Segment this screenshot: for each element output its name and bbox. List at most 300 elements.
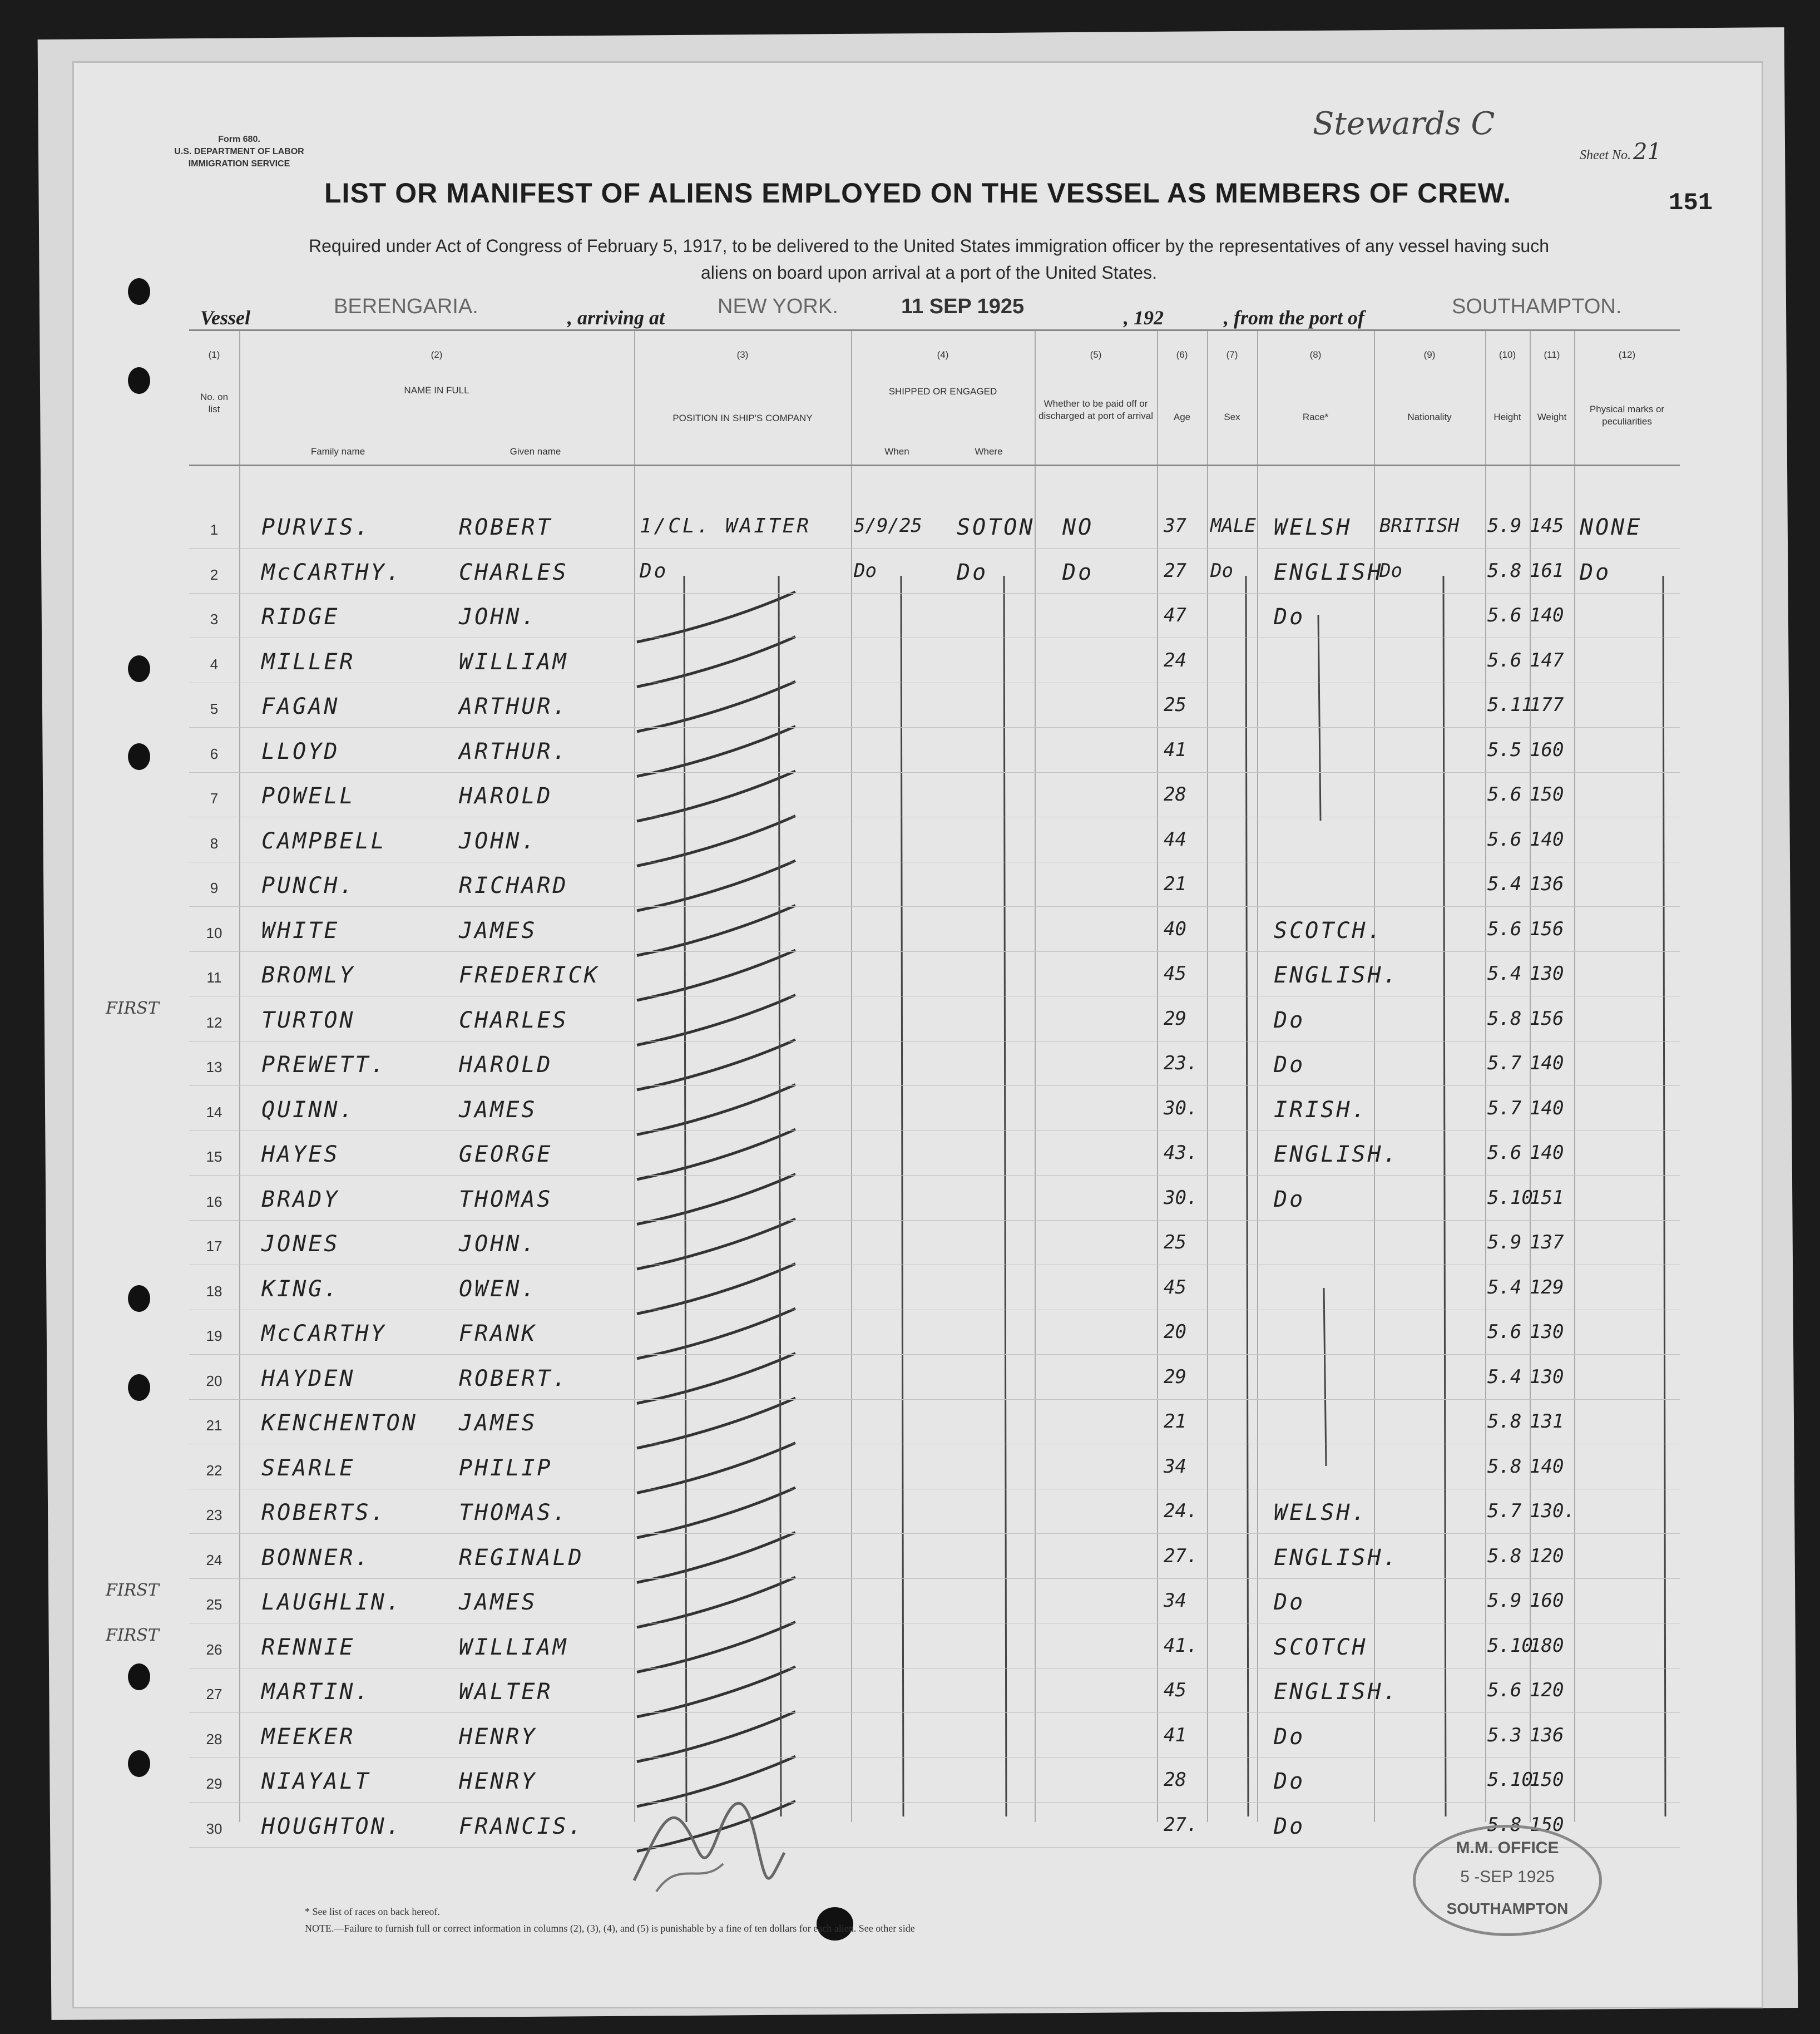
row-number: 25 (206, 1596, 222, 1613)
weight-cell: 131 (1530, 1410, 1564, 1433)
race-cell: ENGLISH. (1274, 1544, 1399, 1571)
row-number: 14 (206, 1103, 222, 1120)
age-cell: 29 (1164, 1007, 1186, 1030)
weight-cell: 156 (1530, 1007, 1564, 1030)
margin-annotation: FIRST (106, 1581, 159, 1600)
given-name-cell: REGINALD (459, 1544, 584, 1571)
ditto-stroke (637, 1264, 795, 1314)
arriving-label: , arriving at (567, 307, 665, 329)
ditto-strokes (189, 331, 1680, 1822)
weight-cell: 140 (1530, 828, 1564, 851)
given-name-cell: JOHN. (459, 604, 537, 630)
age-cell: 41. (1164, 1634, 1198, 1657)
ditto-line (1324, 1288, 1326, 1466)
given-name-cell: JAMES (459, 1589, 537, 1615)
family-name-cell: LAUGHLIN. (261, 1589, 402, 1615)
paid-off-cell: NO (1062, 515, 1094, 540)
ditto-stroke (637, 906, 795, 956)
family-name-cell: MILLER (261, 649, 355, 675)
ditto-stroke (637, 1309, 795, 1359)
weight-cell: 140 (1530, 1097, 1564, 1119)
given-name-cell: CHARLES (459, 559, 568, 585)
row-rule (189, 1085, 1680, 1086)
age-cell: 30. (1164, 1097, 1198, 1119)
stamp-date: 5 -SEP 1925 (1460, 1868, 1555, 1886)
ditto-line (1663, 576, 1665, 1816)
header-name-in-full: NAME IN FULL (404, 385, 469, 396)
row-rule (189, 1578, 1680, 1579)
given-name-cell: FREDERICK (459, 962, 600, 988)
margin-annotation: FIRST (106, 998, 159, 1018)
sheet-label: Sheet No. (1580, 148, 1631, 162)
weight-cell: 120 (1530, 1679, 1564, 1701)
family-name-cell: NIAYALT (261, 1769, 371, 1794)
age-cell: 47 (1164, 604, 1186, 626)
ditto-stroke (637, 861, 795, 911)
row-rule (189, 727, 1680, 728)
age-cell: 27 (1164, 559, 1186, 582)
height-cell: 5.9 (1487, 1231, 1522, 1253)
age-cell: 23. (1164, 1052, 1198, 1074)
header-nationality: Nationality (1407, 412, 1452, 422)
punch-hole (128, 367, 150, 394)
weight-cell: 130 (1530, 962, 1564, 985)
row-number: 3 (210, 611, 219, 628)
age-cell: 45 (1164, 962, 1186, 985)
ditto-line (901, 576, 903, 1816)
form-number: Form 680. (218, 135, 260, 144)
ditto-stroke (637, 1667, 795, 1717)
race-cell: ENGLISH (1274, 559, 1383, 585)
family-name-cell: HOUGHTON. (261, 1813, 402, 1839)
footnote: * See list of races on back hereof. (305, 1906, 440, 1917)
height-cell: 5.5 (1487, 738, 1522, 761)
row-number: 12 (206, 1014, 222, 1031)
vessel-line (200, 295, 1691, 328)
row-rule (189, 951, 1680, 952)
column-number: (1) (208, 349, 220, 360)
given-name-cell: ARTHUR. (459, 738, 568, 764)
nationality-cell: Do (1379, 559, 1402, 582)
given-name-cell: FRANK (459, 1321, 537, 1346)
given-name-cell: JOHN. (459, 828, 537, 854)
family-name-cell: QUINN. (261, 1097, 355, 1123)
height-cell: 5.8 (1487, 559, 1522, 582)
header-age: Age (1173, 412, 1191, 422)
weight-cell: 177 (1530, 694, 1564, 716)
header-physical-marks: Physical marks or peculiarities (1589, 404, 1665, 427)
age-cell: 29 (1164, 1365, 1186, 1388)
family-name-cell: JONES (261, 1231, 340, 1257)
family-name-cell: FAGAN (261, 694, 340, 719)
age-cell: 30. (1164, 1186, 1198, 1209)
family-name-cell: KING. (261, 1276, 340, 1302)
from-port: SOUTHAMPTON. (1452, 295, 1622, 318)
column-number: (5) (1090, 349, 1102, 360)
column-number: (9) (1423, 349, 1436, 360)
age-cell: 34 (1164, 1455, 1186, 1478)
stamp-location: SOUTHAMPTON (1446, 1900, 1569, 1917)
given-name-cell: JAMES (459, 917, 537, 944)
race-cell: IRISH. (1274, 1097, 1368, 1123)
family-name-cell: HAYES (261, 1142, 340, 1167)
weight-cell: 129 (1530, 1276, 1564, 1299)
ditto-line (1318, 615, 1321, 821)
header-given-name: Given name (510, 446, 561, 457)
age-cell: 45 (1164, 1679, 1186, 1701)
row-number: 17 (206, 1238, 222, 1255)
age-cell: 41 (1164, 738, 1186, 761)
position-cell: Do (640, 559, 669, 582)
weight-cell: 130 (1530, 1321, 1564, 1343)
race-cell: Do (1274, 1724, 1305, 1750)
shipped-when-cell: 5/9/25 (854, 515, 922, 537)
weight-cell: 140 (1530, 604, 1564, 626)
height-cell: 5.8 (1487, 1007, 1522, 1030)
header-height: Height (1493, 412, 1521, 422)
row-number: 16 (206, 1193, 222, 1210)
height-cell: 5.8 (1487, 1813, 1522, 1836)
age-cell: 41 (1164, 1724, 1186, 1746)
height-cell: 5.6 (1487, 604, 1522, 626)
height-cell: 5.4 (1487, 1365, 1522, 1388)
age-cell: 43. (1164, 1142, 1198, 1164)
ditto-stroke (637, 1085, 795, 1135)
weight-cell: 150 (1530, 783, 1564, 806)
sheet-value: 21 (1633, 139, 1661, 165)
family-name-cell: BRADY (261, 1186, 340, 1212)
column-number: (11) (1544, 349, 1560, 360)
given-name-cell: HENRY (459, 1769, 537, 1794)
given-name-cell: ROBERT (459, 515, 553, 540)
given-name-cell: OWEN. (459, 1276, 537, 1302)
page-number: 151 (1669, 189, 1713, 217)
physical-marks-cell: NONE (1580, 515, 1643, 540)
footer-note: NOTE.—Failure to furnish full or correct information in columns (2), (3), (4), and (5) is punishable by a fine of ten dollars for each alien. See other side (305, 1923, 915, 1934)
given-name-cell: PHILIP (459, 1455, 553, 1481)
given-name-cell: HAROLD (459, 783, 553, 809)
weight-cell: 145 (1530, 515, 1564, 537)
ditto-stroke (637, 950, 795, 1000)
row-number: 15 (206, 1148, 222, 1165)
race-cell: Do (1274, 604, 1305, 630)
row-number: 27 (206, 1686, 222, 1702)
ditto-stroke (637, 1174, 795, 1225)
vessel-name: BERENGARIA. (334, 295, 478, 318)
punch-hole (128, 1663, 150, 1690)
department: U.S. DEPARTMENT OF LABOR (174, 147, 304, 156)
shipped-when-cell: Do (854, 559, 877, 582)
ditto-stroke (637, 1129, 795, 1179)
race-cell: Do (1274, 1007, 1305, 1033)
height-cell: 5.6 (1487, 649, 1522, 672)
ditto-stroke (637, 1622, 795, 1672)
height-cell: 5.6 (1487, 917, 1522, 940)
signature (623, 1769, 790, 1903)
age-cell: 20 (1164, 1321, 1186, 1343)
column-number: (10) (1498, 349, 1516, 360)
row-rule (189, 1399, 1680, 1400)
age-cell: 37 (1164, 515, 1186, 537)
row-rule (189, 1757, 1680, 1758)
family-name-cell: PREWETT. (261, 1052, 387, 1078)
row-number: 7 (210, 790, 219, 807)
family-name-cell: TURTON (261, 1007, 355, 1033)
ditto-stroke (637, 995, 795, 1045)
column-number: (3) (736, 349, 749, 360)
header-position: POSITION IN SHIP'S COMPANY (672, 413, 813, 423)
weight-cell: 160 (1530, 738, 1564, 761)
age-cell: 25 (1164, 694, 1186, 716)
row-rule (189, 1220, 1680, 1221)
given-name-cell: JOHN. (459, 1231, 537, 1257)
margin-annotation: FIRST (106, 1625, 159, 1645)
family-name-cell: PURVIS. (261, 515, 371, 540)
given-name-cell: JAMES (459, 1410, 537, 1436)
race-cell: ENGLISH. (1274, 1679, 1399, 1705)
family-name-cell: KENCHENTON (261, 1410, 418, 1436)
header-when: When (884, 446, 909, 457)
row-number: 22 (206, 1462, 222, 1479)
race-cell: ENGLISH. (1274, 962, 1399, 988)
given-name-cell: JAMES (459, 1097, 537, 1123)
given-name-cell: RICHARD (459, 873, 568, 898)
ditto-stroke (637, 1533, 795, 1583)
row-number: 29 (206, 1775, 222, 1792)
ditto-stroke (637, 1354, 795, 1404)
given-name-cell: THOMAS (459, 1186, 553, 1212)
height-cell: 5.7 (1487, 1052, 1522, 1074)
sex-cell: Do (1210, 559, 1233, 582)
height-cell: 5.4 (1487, 873, 1522, 895)
subtitle-line: Required under Act of Congress of February 5, 1917, to be delivered to the United States immigration officer by the representatives of any vessel having such (309, 236, 1549, 256)
ditto-stroke (637, 1488, 795, 1538)
ditto-line (684, 576, 686, 1822)
height-cell: 5.6 (1487, 1142, 1522, 1164)
race-cell: SCOTCH (1274, 1634, 1368, 1660)
ditto-line (1246, 576, 1248, 1816)
ditto-stroke (637, 727, 795, 777)
header-paid-off: Whether to be paid off or discharged at port of arrival (1038, 398, 1153, 421)
family-name-cell: LLOYD (261, 738, 340, 764)
column-number: (4) (937, 349, 949, 360)
row-number: 1 (210, 521, 219, 538)
position-cell: 1/CL. WAITER (640, 515, 812, 537)
weight-cell: 151 (1530, 1186, 1564, 1209)
row-rule (189, 1130, 1680, 1131)
family-name-cell: ROBERTS. (261, 1500, 387, 1526)
race-cell: Do (1274, 1186, 1305, 1212)
header-sex: Sex (1224, 412, 1240, 422)
given-name-cell: THOMAS. (459, 1500, 568, 1526)
weight-cell: 161 (1530, 559, 1564, 582)
race-cell: WELSH (1274, 515, 1352, 540)
family-name-cell: BONNER. (261, 1544, 371, 1571)
row-number: 10 (206, 924, 222, 941)
arriving-port: NEW YORK. (718, 295, 838, 318)
paid-off-cell: Do (1062, 559, 1094, 585)
row-number: 28 (206, 1730, 222, 1747)
column-number: (8) (1309, 349, 1322, 360)
age-cell: 40 (1164, 917, 1186, 940)
given-name-cell: GEORGE (459, 1142, 553, 1167)
shipped-where-cell: Do (957, 559, 988, 585)
row-number: 23 (206, 1507, 222, 1523)
weight-cell: 180 (1530, 1634, 1564, 1657)
family-name-cell: RENNIE (261, 1634, 355, 1660)
weight-cell: 150 (1530, 1813, 1564, 1836)
subtitle (184, 233, 1674, 286)
row-rule (189, 548, 1680, 549)
height-cell: 5.6 (1487, 1321, 1522, 1343)
family-name-cell: McCARTHY (261, 1321, 387, 1346)
column-number: (7) (1226, 349, 1238, 360)
punch-hole (128, 278, 150, 305)
height-cell: 5.10 (1487, 1769, 1533, 1791)
row-number: 21 (206, 1417, 222, 1434)
column-number: (2) (431, 349, 443, 360)
shipped-where-cell: SOTON (957, 515, 1035, 540)
age-cell: 27. (1164, 1813, 1198, 1836)
row-rule (189, 1802, 1680, 1803)
height-cell: 5.10 (1487, 1186, 1533, 1209)
weight-cell: 140 (1530, 1142, 1564, 1164)
family-name-cell: McCARTHY. (261, 559, 402, 585)
family-name-cell: HAYDEN (261, 1365, 355, 1391)
height-cell: 5.7 (1487, 1500, 1522, 1522)
height-cell: 5.6 (1487, 1679, 1522, 1701)
punch-hole (128, 743, 150, 770)
given-name-cell: HAROLD (459, 1052, 553, 1078)
race-cell: Do (1274, 1813, 1305, 1839)
age-cell: 21 (1164, 1410, 1186, 1433)
header-shipped: SHIPPED OR ENGAGED (888, 386, 997, 397)
given-name-cell: FRANCIS. (459, 1813, 584, 1839)
ditto-line (1004, 576, 1006, 1816)
given-name-cell: WILLIAM (459, 649, 568, 675)
from-label: , from the port of (1224, 307, 1365, 329)
punch-hole (128, 1750, 150, 1777)
office-stamp (1413, 1825, 1602, 1936)
height-cell: 5.4 (1487, 962, 1522, 985)
ditto-stroke (637, 637, 795, 687)
age-cell: 24. (1164, 1500, 1198, 1522)
height-cell: 5.6 (1487, 828, 1522, 851)
page-title: LIST OR MANIFEST OF ALIENS EMPLOYED ON THE VESSEL AS MEMBERS OF CREW. (324, 177, 1511, 209)
family-name-cell: BROMLY (261, 962, 355, 988)
vessel-label: Vessel (200, 307, 250, 329)
ditto-stroke (637, 816, 795, 866)
weight-cell: 147 (1530, 649, 1564, 672)
age-cell: 21 (1164, 873, 1186, 895)
given-name-cell: ROBERT. (459, 1365, 568, 1391)
height-cell: 5.9 (1487, 515, 1522, 537)
subtitle-line: aliens on board upon arrival at a port of the United States. (700, 263, 1158, 283)
header-no-on-list: No. on list (200, 392, 229, 414)
given-name-cell: HENRY (459, 1724, 537, 1750)
family-name-cell: POWELL (261, 783, 355, 809)
manifest-table (106, 329, 1680, 1839)
weight-cell: 130 (1530, 1365, 1564, 1388)
height-cell: 5.8 (1487, 1410, 1522, 1433)
weight-cell: 140 (1530, 1455, 1564, 1478)
sex-cell: MALE (1210, 515, 1256, 537)
ditto-stroke (637, 771, 795, 821)
punch-hole (128, 1285, 150, 1312)
row-rule (189, 1175, 1680, 1176)
header-family-name: Family name (310, 446, 365, 457)
family-name-cell: MARTIN. (261, 1679, 371, 1705)
family-name-cell: SEARLE (261, 1455, 355, 1481)
age-cell: 27. (1164, 1544, 1198, 1567)
family-name-cell: MEEKER (261, 1724, 355, 1750)
sheet-number (1580, 139, 1661, 165)
row-number: 18 (206, 1282, 222, 1300)
race-cell: ENGLISH. (1274, 1142, 1399, 1167)
punch-hole (128, 1374, 150, 1401)
family-name-cell: WHITE (261, 917, 340, 944)
age-cell: 34 (1164, 1589, 1186, 1612)
row-number: 11 (206, 969, 222, 986)
nationality-cell: BRITISH (1379, 515, 1460, 537)
header-race: Race* (1302, 412, 1329, 422)
race-cell: SCOTCH. (1274, 917, 1383, 944)
weight-cell: 150 (1530, 1769, 1564, 1791)
row-number: 9 (210, 880, 219, 896)
header-weight: Weight (1537, 412, 1567, 422)
height-cell: 5.10 (1487, 1634, 1533, 1657)
row-number: 2 (210, 566, 219, 583)
ditto-stroke (637, 1577, 795, 1627)
row-number: 8 (210, 835, 219, 852)
age-cell: 45 (1164, 1276, 1186, 1299)
race-cell: WELSH. (1274, 1500, 1368, 1526)
height-cell: 5.8 (1487, 1544, 1522, 1567)
row-number: 30 (206, 1820, 222, 1837)
height-cell: 5.9 (1487, 1589, 1522, 1612)
row-number: 13 (206, 1059, 222, 1075)
row-rule (189, 1712, 1680, 1713)
given-name-cell: WALTER (459, 1679, 553, 1705)
ditto-stroke (637, 1398, 795, 1448)
column-number: (6) (1176, 349, 1188, 360)
height-cell: 5.4 (1487, 1276, 1522, 1299)
weight-cell: 130. (1530, 1500, 1575, 1522)
row-rule (189, 906, 1680, 907)
weight-cell: 136 (1530, 1724, 1564, 1746)
given-name-cell: ARTHUR. (459, 694, 568, 719)
family-name-cell: CAMPBELL (261, 828, 387, 854)
row-rule (189, 593, 1680, 594)
given-name-cell: CHARLES (459, 1007, 568, 1033)
race-cell: Do (1274, 1769, 1305, 1794)
weight-cell: 160 (1530, 1589, 1564, 1612)
punch-hole (128, 655, 150, 682)
ditto-line (1443, 576, 1446, 1816)
header-where: Where (975, 446, 1003, 457)
handwritten-department: Stewards C (1313, 106, 1495, 142)
row-number: 26 (206, 1641, 222, 1658)
age-cell: 24 (1164, 649, 1186, 672)
weight-cell: 140 (1530, 1052, 1564, 1074)
age-cell: 25 (1164, 1231, 1186, 1253)
ditto-stroke (637, 592, 795, 642)
row-rule (189, 1533, 1680, 1534)
family-name-cell: PUNCH. (261, 873, 355, 898)
physical-marks-cell: Do (1580, 559, 1611, 585)
height-cell: 5.8 (1487, 1455, 1522, 1478)
age-cell: 28 (1164, 1769, 1186, 1791)
